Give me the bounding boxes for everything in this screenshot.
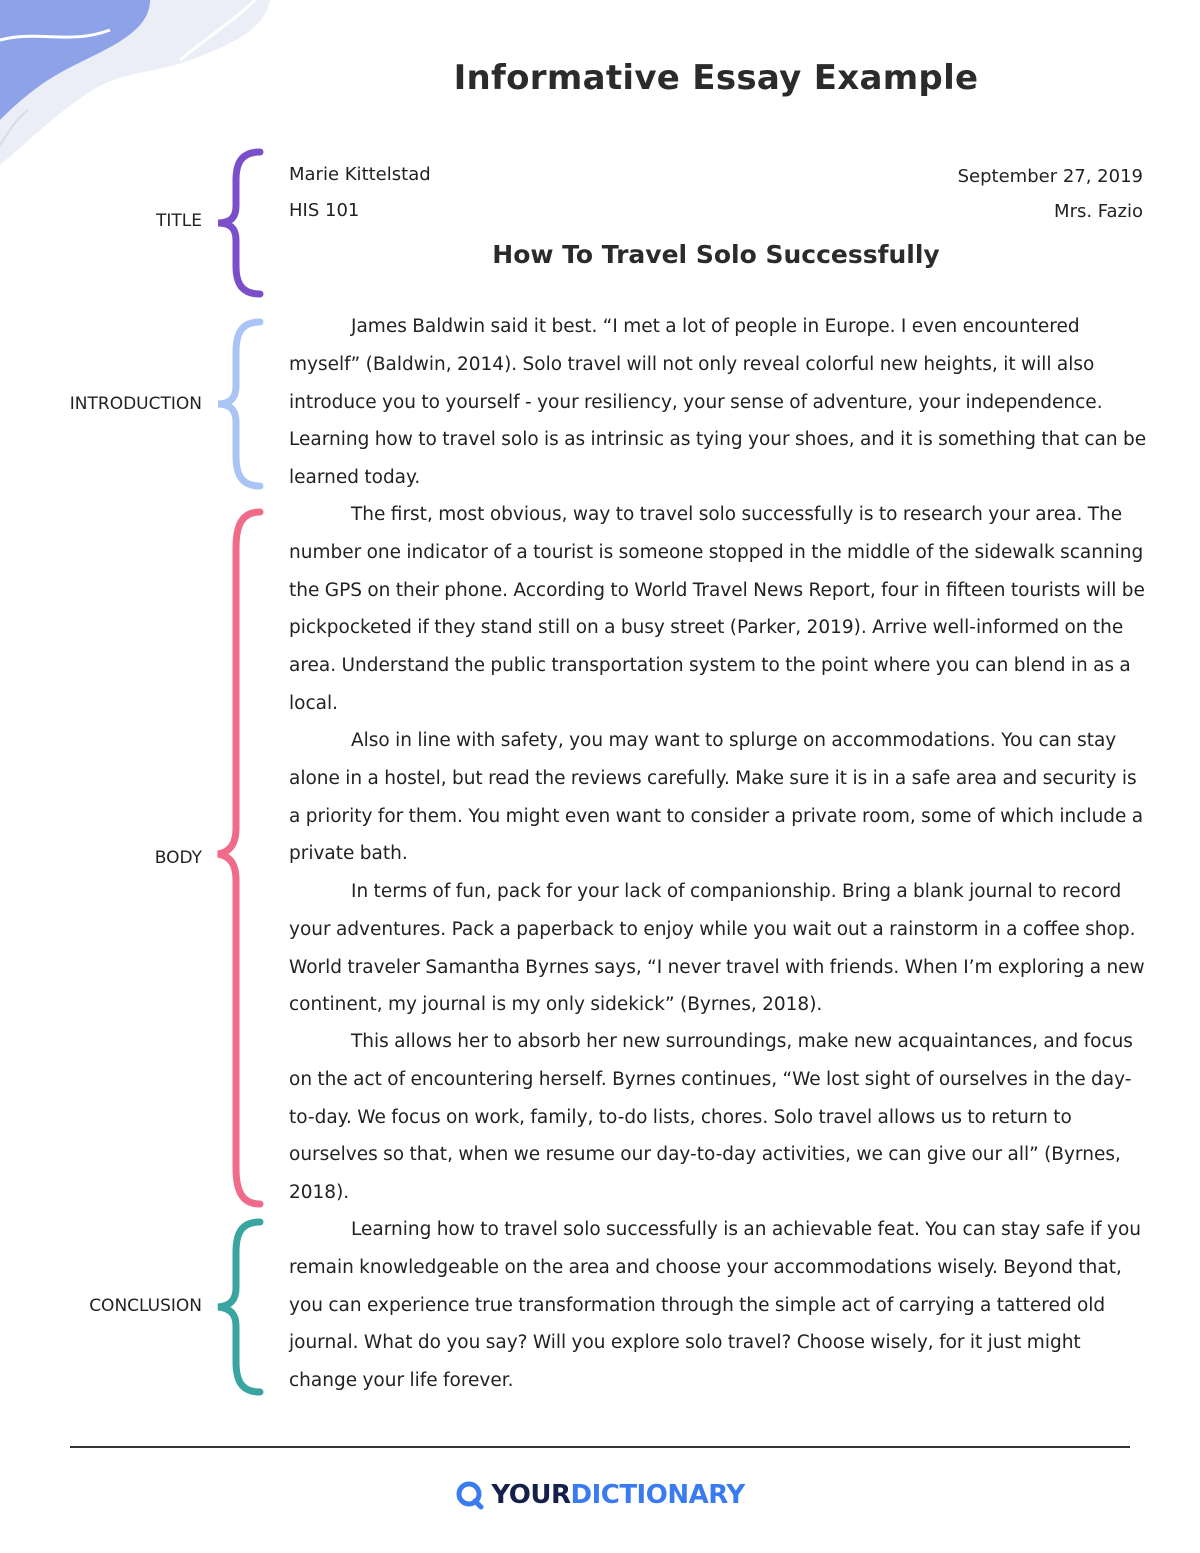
section-label-title: TITLE <box>156 211 202 231</box>
magnifier-ring-icon <box>455 1480 485 1510</box>
section-label-conclusion: CONCLUSION <box>89 1296 202 1316</box>
paragraph-introduction: James Baldwin said it best. “I met a lot of people in Europe. I even encountered myself” (Baldwin, 2014). Solo travel will not only reveal colorful new heights, it will also introduce you to yourself - your resiliency, your sense of adventure, your independence. Learning how to travel solo is as intrinsic as tying your shoes, and it is something that can be learned today. <box>289 316 1147 489</box>
footer-divider <box>70 1446 1130 1448</box>
author-name: Marie Kittelstad <box>289 164 431 185</box>
conclusion-brace-icon <box>212 1218 268 1396</box>
course-code: HIS 101 <box>289 200 360 221</box>
paragraph-body-3: In terms of fun, pack for your lack of companionship. Bring a blank journal to record your adventures. Pack a paperback to enjoy while you wait out a rainstorm in a coffee shop. World traveler Samantha Byrnes says, “I never travel with friends. When I’m exploring a new continent, my journal is my only sidekick” (Byrnes, 2018). <box>289 881 1145 1016</box>
page-title: Informative Essay Example <box>453 58 979 98</box>
logo-text-dictionary: DICTIONARY <box>570 1480 745 1510</box>
teacher-name: Mrs. Fazio <box>1054 201 1143 222</box>
paragraph-body-2: Also in line with safety, you may want to splurge on accommodations. You can stay alone in a hostel, but read the reviews carefully. Make sure it is in a safe area and security is a priority for them. You might even want to consider a private room, some of which include a private bath. <box>289 730 1144 865</box>
body-brace-icon <box>212 508 268 1208</box>
logo-text-your: YOUR <box>491 1480 571 1510</box>
essay-date: September 27, 2019 <box>957 166 1143 187</box>
paragraph-body-4: This allows her to absorb her new surroundings, make new acquaintances, and focus on the act of encountering herself. Byrnes continues, “We lost sight of ourselves in the day-to-day. We focus on work, family, to-do lists, chores. Solo travel allows us to return to ourselves so that, when we resume our day-to-day activities, we can give our all” (Byrnes, 2018). <box>289 1031 1133 1204</box>
yourdictionary-logo[interactable] <box>0 1480 1200 1510</box>
essay-title: How To Travel Solo Successfully <box>492 240 940 269</box>
paragraph-body-1: The first, most obvious, way to travel solo successfully is to research your area. The number one indicator of a tourist is someone stopped in the middle of the sidewalk scanning the GPS on their phone. According to World Travel News Report, four in fifteen tourists will be pickpocketed if they stand still on a busy street (Parker, 2019). Arrive well-informed on the area. Understand the public transportation system to the point where you can blend in as a local. <box>289 504 1145 714</box>
title-brace-icon <box>212 148 268 298</box>
section-label-body: BODY <box>154 848 202 868</box>
paragraph-conclusion: Learning how to travel solo successfully is an achievable feat. You can stay safe if you remain knowledgeable on the area and choose your accommodations wisely. Beyond that, you can experience true transformation through the simple act of carrying a tattered old journal. What do you say? Will you explore solo travel? Choose wisely, for it just might change your life forever. <box>289 1219 1142 1392</box>
introduction-brace-icon <box>212 318 268 490</box>
section-label-introduction: INTRODUCTION <box>69 394 202 414</box>
